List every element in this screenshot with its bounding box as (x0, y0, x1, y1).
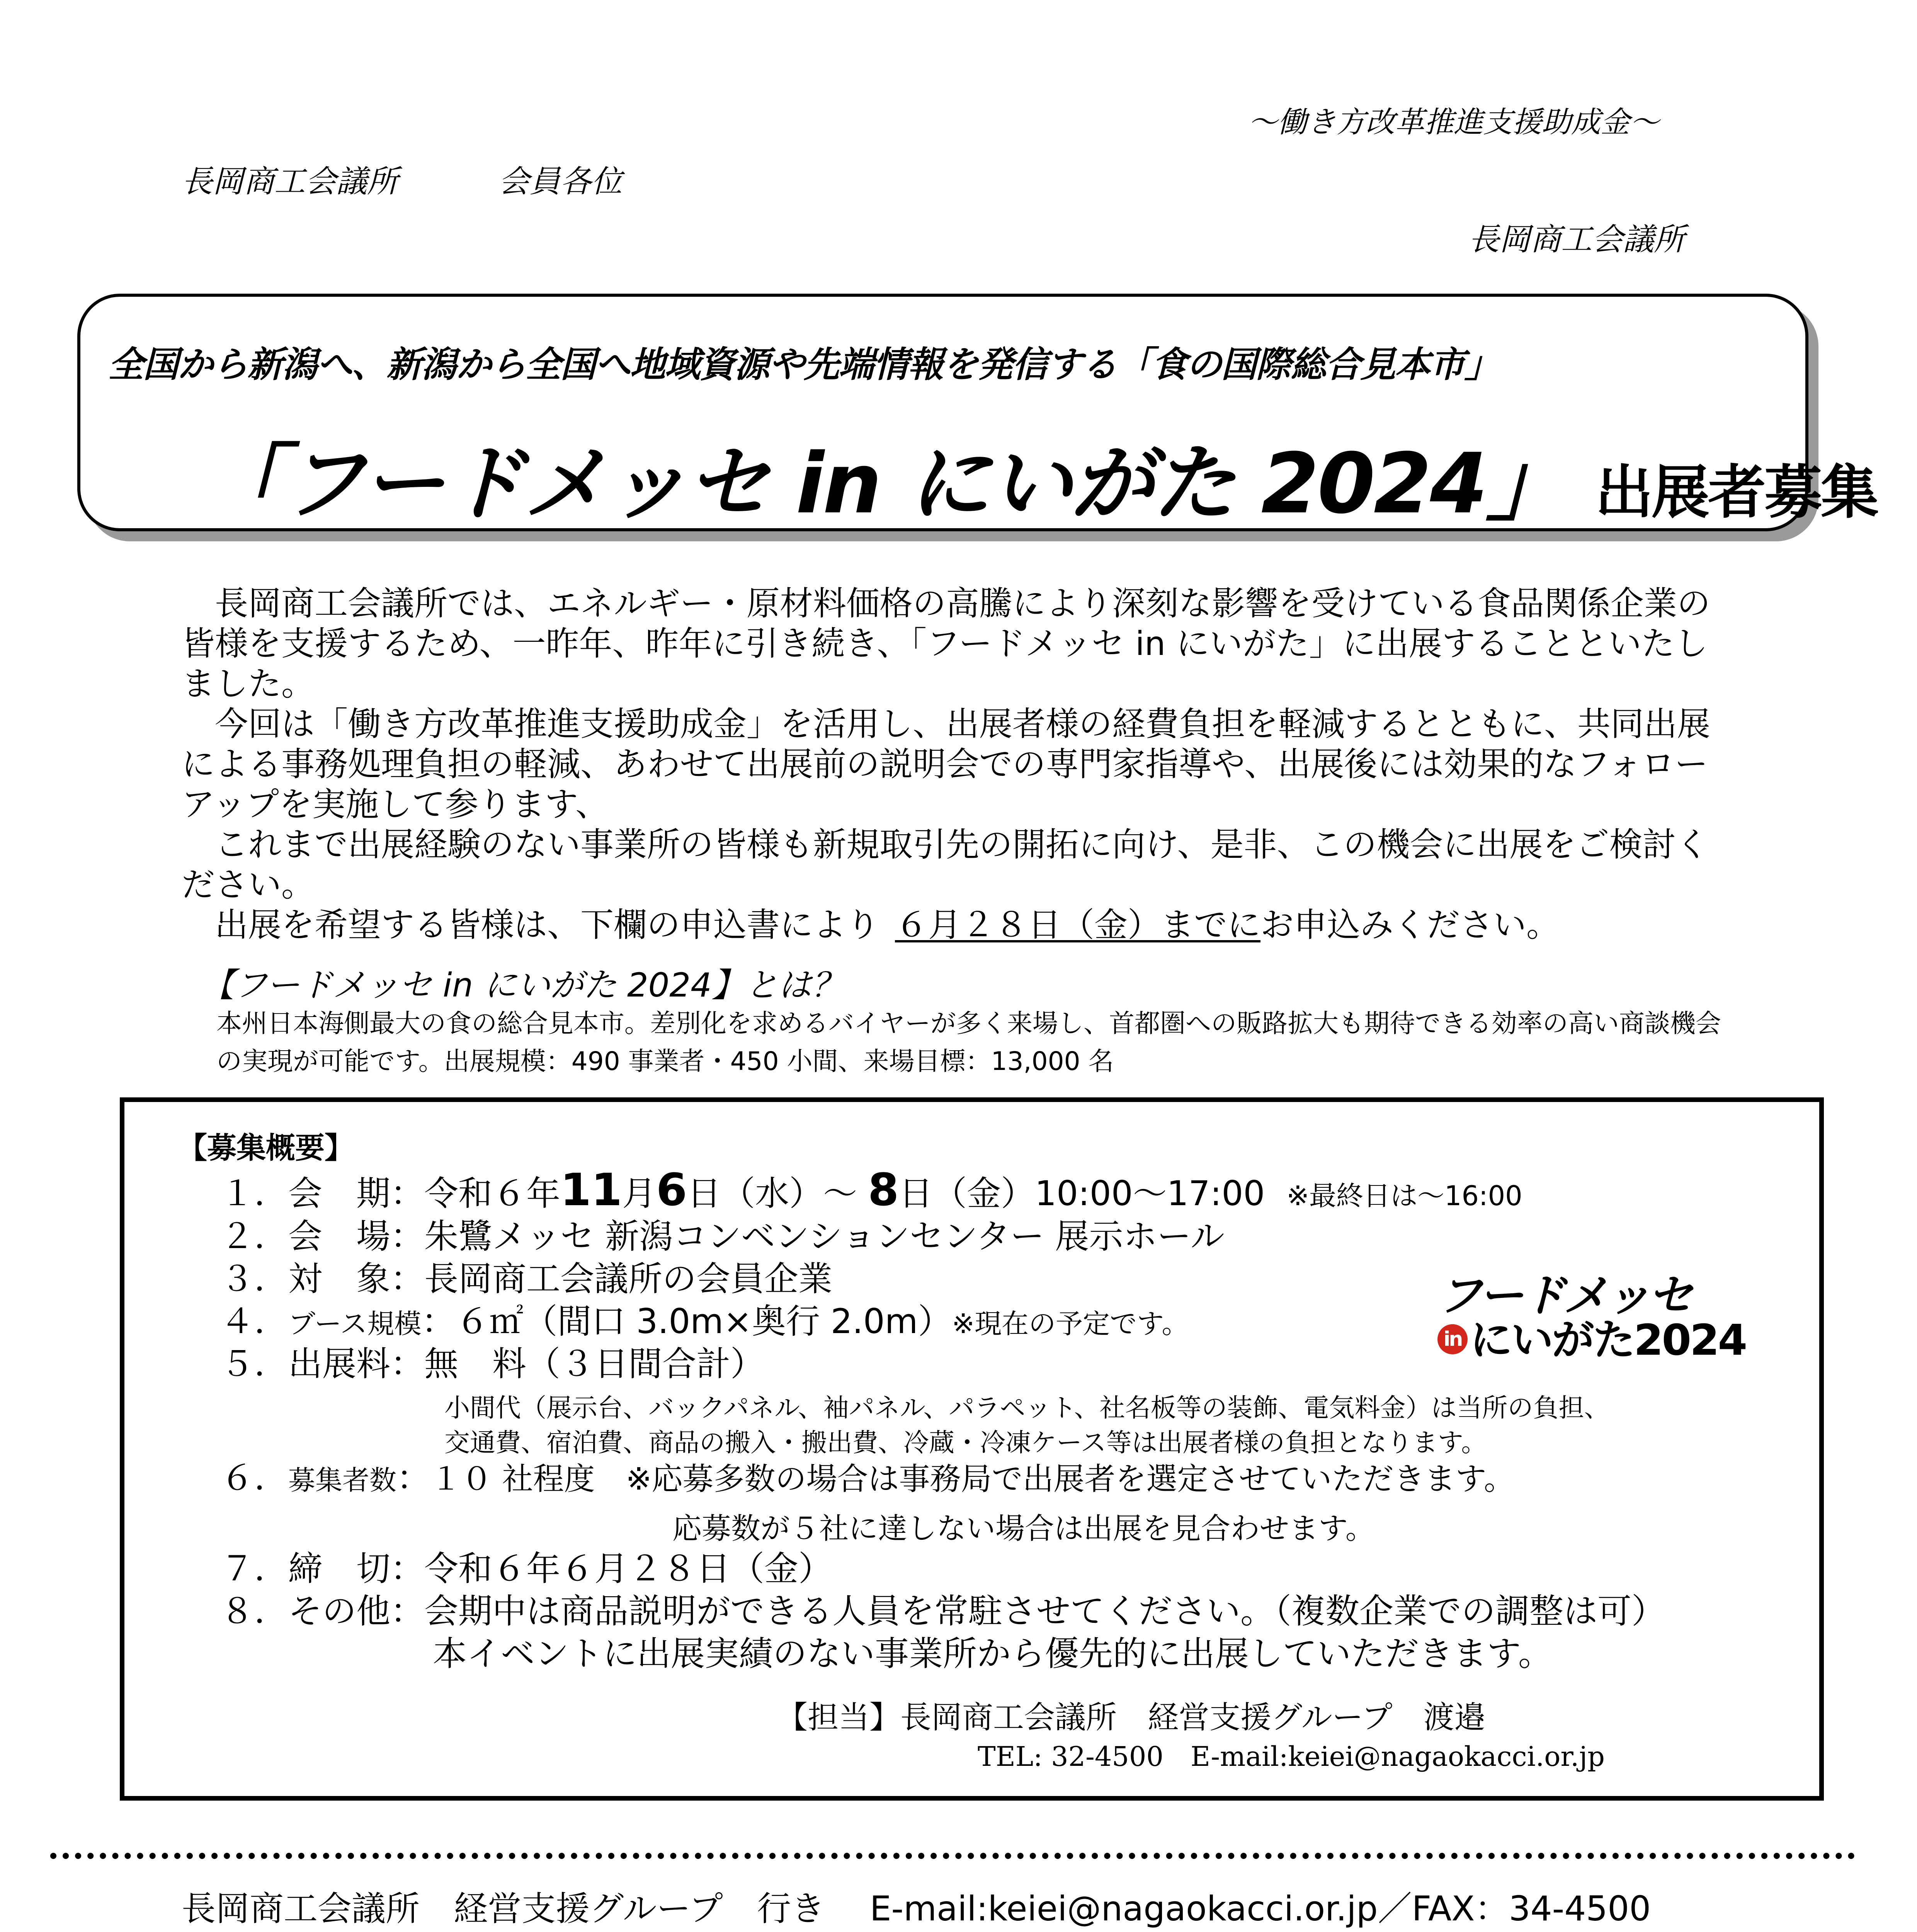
deadline-label: ７．締 切： (220, 1549, 425, 1588)
venue-label: ２．会 場： (220, 1216, 425, 1256)
title-main-text: 「フードメッセ in にいがた 2024」 (201, 435, 1568, 532)
intro-p4-post: お申込みください。 (1260, 906, 1560, 944)
booth-value: ６㎡（間口 3.0m×奥行 2.0m） (455, 1301, 952, 1341)
intro-paragraph-4 (182, 905, 1727, 945)
recruit-label: 募集者数 (288, 1464, 397, 1496)
booth-label-num: ４． (220, 1301, 289, 1341)
other-label: ８．その他： (220, 1591, 425, 1631)
sender: 長岡商工会議所 (1468, 221, 1685, 257)
title-subtitle: 全国から新潟へ、新潟から全国へ地域資源や先端情報を発信する「食の国際総合見本市」 (108, 344, 1500, 385)
outline-item-deadline (220, 1549, 832, 1588)
recruit-value: １０ 社程度 ※応募多数の場合は事務局で出展者を選定させていただきます。 (430, 1461, 1515, 1497)
title-suffix: 出展者募集 (1595, 459, 1877, 526)
about-heading: 【フードメッセ in にいがた 2024】とは？ (201, 966, 845, 1005)
outline-item-venue (220, 1217, 1225, 1256)
intro-paragraph-2: 今回は「働き方改革推進支援助成金」を活用し、出展者様の経費負担を軽減するとともに、共同出展による事務処理負担の軽減、あわせて出展前の説明会での専門家指導や、出展後には効果的なフォローアップを実施して参ります、 (182, 705, 1710, 824)
recruit-colon: ： (396, 1458, 431, 1498)
addressee-members: 会員各位 (498, 163, 622, 199)
other-value: 会期中は商品説明ができる人員を常駐させてください。（複数企業での調整は可） (424, 1591, 1666, 1631)
cut-line-divider (50, 1853, 1855, 1859)
fee-label: ５．出展料： (220, 1344, 425, 1384)
addressee-org: 長岡商工会議所 (182, 163, 398, 199)
deadline-highlight: ６月２８日（金）までに (895, 906, 1260, 944)
intro-paragraph-3: これまで出展経験のない事業所の皆様も新規取引先の開拓に向け、是非、この機会に出展をご検討ください。 (182, 825, 1709, 904)
period-mid2: 日（水）～ (687, 1173, 857, 1213)
form-recipient: 長岡商工会議所 経営支援グループ 行き E-mail:keiei@nagaokacci.or.jp／FAX：34-4500 (182, 1889, 1651, 1929)
outline-item-other (220, 1592, 1665, 1631)
logo-line-1: フードメッセ (1437, 1270, 1691, 1322)
venue-value: 朱鷺メッセ 新潟コンベンションセンター 展示ホール (424, 1216, 1225, 1256)
recruit-value-2: 応募数が５社に達しない場合は出展を見合わせます。 (672, 1511, 1375, 1546)
logo-line-2-text: にいがた2024 (1470, 1315, 1746, 1365)
period-note: ※最終日は～16:00 (1286, 1180, 1522, 1212)
outline-item-fee (220, 1345, 764, 1383)
booth-label: ブース規模 (288, 1308, 422, 1340)
food-messe-logo (1437, 1260, 1747, 1365)
target-label: ３．対 象： (220, 1259, 425, 1299)
period-mid1: 月 (622, 1173, 657, 1213)
fee-note-1: 小間代（展示台、バックパネル、袖パネル、パラペット、社名板等の装飾、電気料金）は当所の負担、 (444, 1393, 1610, 1423)
fee-note-2: 交通費、宿泊費、商品の搬入・搬出費、冷蔵・冷凍ケース等は出展者様の負担となります。 (444, 1428, 1487, 1458)
contact-person: 【担当】長岡商工会議所 経営支援グループ 渡邉 (777, 1699, 1485, 1735)
period-month: 11 (560, 1164, 623, 1216)
target-value: 長岡商工会議所の会員企業 (424, 1259, 833, 1299)
period-day1: 6 (656, 1164, 687, 1216)
booth-note: ※現在の予定です。 (952, 1308, 1189, 1340)
outline-item-target (220, 1260, 832, 1298)
outline-item-booth (220, 1302, 1189, 1343)
intro-p4-pre: 出展を希望する皆様は、下欄の申込書により (182, 906, 879, 944)
title-main (201, 417, 1877, 536)
outline-item-recruit (220, 1459, 1515, 1500)
fee-value: 無 料（３日間合計） (424, 1344, 765, 1384)
about-body: 本州日本海側最大の食の総合見本市。差別化を求めるバイヤーが多く来場し、首都圏への販路拡大も期待できる効率の高い商談機会の実現が可能です。出展規模：490 事業者・450 小間、来場目標：13,000 名 (216, 1009, 1721, 1076)
deadline-value: 令和６年６月２８日（金） (424, 1549, 833, 1588)
period-day2: 8 (868, 1164, 899, 1216)
contact-tel-email: TEL: 32-4500 E-mail:keiei@nagaokacci.or.jp (978, 1741, 1605, 1772)
booth-colon: ： (421, 1301, 456, 1341)
outline-heading: 【募集概要】 (178, 1131, 354, 1165)
logo-line-2 (1437, 1306, 1746, 1367)
logo-in-badge: in (1437, 1324, 1468, 1354)
period-label: １．会 期： (220, 1173, 425, 1213)
subsidy-tag: ～働き方改革推進支援助成金～ (1248, 105, 1659, 139)
other-value-2: 本イベントに出展実績のない事業所から優先的に出展していただきます。 (433, 1634, 1552, 1673)
period-post: 日（金）10:00～17:00 (899, 1173, 1265, 1213)
intro-paragraph-1: 長岡商工会議所では、エネルギー・原材料価格の高騰により深刻な影響を受けている食品関係企業の皆様を支援するため、一昨年、昨年に引き続き、「フードメッセ in にいがた」に出展することといたしました。 (182, 584, 1710, 703)
period-pre: 令和６年 (424, 1173, 561, 1213)
recruit-label-num: ６． (220, 1458, 289, 1498)
outline-item-period (220, 1164, 1522, 1216)
